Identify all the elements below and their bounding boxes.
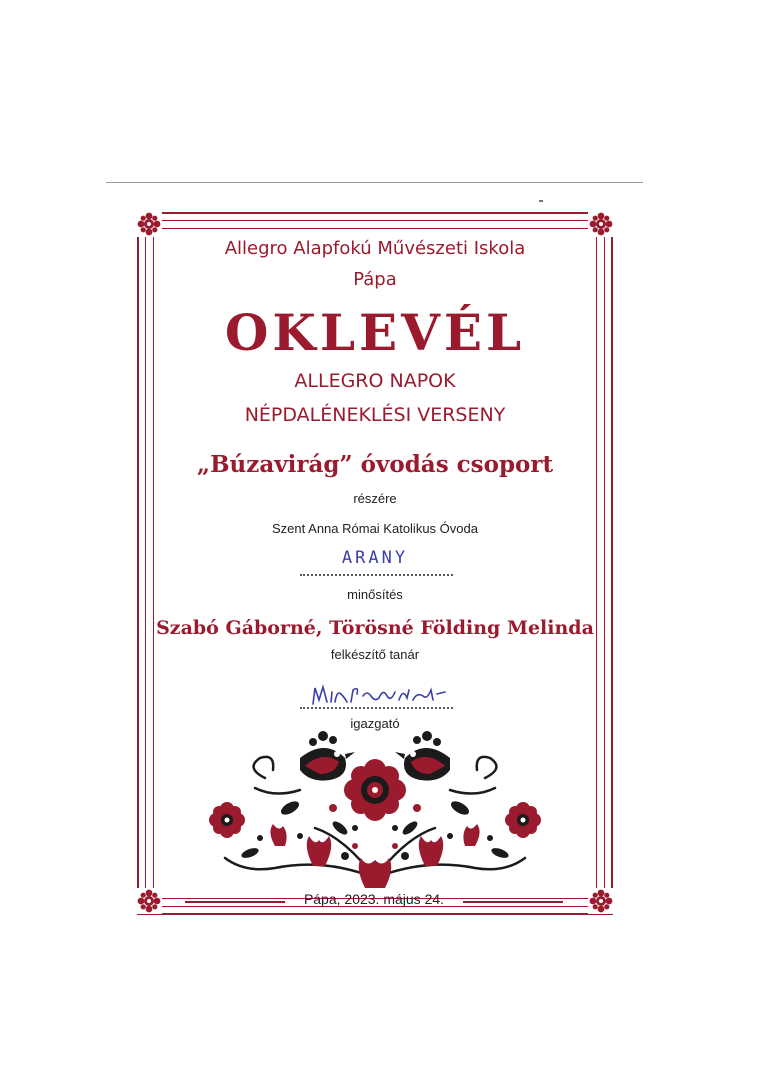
date-line-right	[463, 901, 563, 903]
scan-speck	[539, 200, 543, 202]
issue-date: Pápa, 2023. május 24.	[303, 891, 445, 907]
school-name: Allegro Alapfokú Művészeti Iskola	[224, 238, 526, 259]
competition-name: NÉPDALÉNEKLÉSI VERSENY	[244, 404, 506, 426]
for-label: részére	[353, 491, 397, 506]
teacher-names: Szabó Gáborné, Törösné Földing Melinda	[156, 617, 594, 639]
event-name: ALLEGRO NAPOK	[294, 370, 456, 392]
school-city: Pápa	[353, 269, 397, 290]
grade-handwritten: ARANY	[341, 548, 409, 568]
director-label: igazgató	[350, 716, 400, 731]
scan-edge-line	[106, 182, 643, 183]
grade-dotted-line	[300, 574, 453, 576]
grade-label: minősítés	[347, 587, 403, 602]
diploma-title: OKLEVÉL	[224, 303, 526, 362]
institution-name: Szent Anna Római Katolikus Óvoda	[272, 521, 478, 536]
corner-rosette-icon	[136, 211, 162, 237]
date-line-left	[185, 901, 285, 903]
corner-rosette-icon	[588, 211, 614, 237]
folk-embroidery-ornament	[205, 728, 545, 897]
recipient-name: „Búzavirág” óvodás csoport	[196, 451, 554, 478]
signature-dotted-line	[300, 707, 453, 709]
teacher-label: felkészítő tanár	[330, 647, 420, 662]
date-row	[153, 891, 597, 911]
